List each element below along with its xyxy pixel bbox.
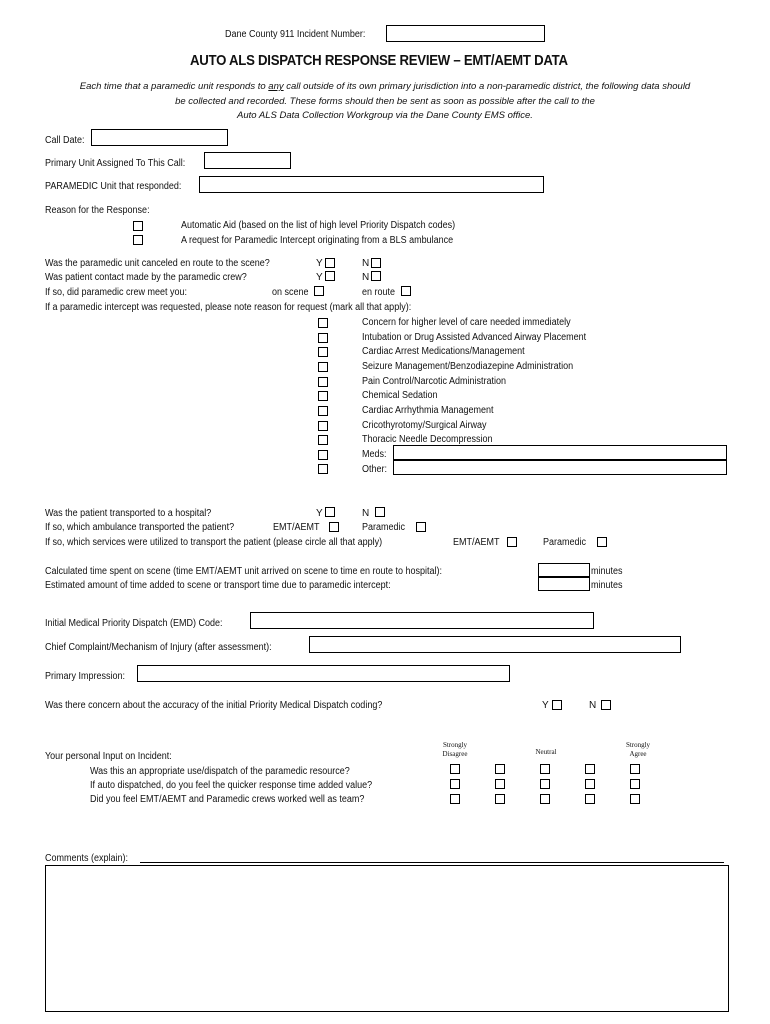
comments-label: Comments (explain): (45, 853, 129, 864)
services-emt-label: EMT/AEMT (453, 537, 500, 548)
primary-unit-field[interactable] (204, 152, 291, 169)
call-date-field[interactable] (91, 129, 228, 146)
scale-neutral: Neutral (535, 748, 557, 756)
reason-checkbox[interactable] (318, 333, 328, 343)
reason-checkbox[interactable] (318, 421, 328, 431)
intercept-reasons-label: If a paramedic intercept was requested, please note reason for request (mark all that apply): (45, 302, 412, 313)
reason-checkbox[interactable] (318, 347, 328, 357)
concern-no-label: N (589, 700, 597, 711)
reason-checkbox[interactable] (318, 377, 328, 387)
services-paramedic-label: Paramedic (543, 537, 587, 548)
on-scene-checkbox[interactable] (314, 286, 324, 296)
services-emt-checkbox[interactable] (507, 537, 517, 547)
canceled-yes-checkbox[interactable] (325, 258, 335, 268)
comments-textarea[interactable] (45, 865, 729, 1012)
meds-checkbox[interactable] (318, 450, 328, 460)
chief-complaint-field[interactable] (309, 636, 681, 653)
scene-time-question: Calculated time spent on scene (time EMT/AEMT unit arrived on scene to time en route to hospital): (45, 566, 443, 577)
reason-checkbox[interactable] (318, 391, 328, 401)
en-route-checkbox[interactable] (401, 286, 411, 296)
concern-yes-label: Y (542, 700, 549, 711)
reason-item: Seizure Management/Benzodiazepine Administration (362, 361, 574, 372)
intercept-request-checkbox[interactable] (133, 235, 143, 245)
reason-item: Pain Control/Narcotic Administration (362, 376, 507, 387)
other-label: Other: (362, 464, 388, 475)
intro-line-2: be collected and recorded. These forms should then be sent as soon as possible after the call to the (175, 96, 595, 107)
scene-time-field[interactable] (538, 563, 590, 577)
transported-yes-label: Y (316, 508, 323, 519)
intro-line-3: Auto ALS Data Collection Workgroup via the Dane County EMS office. (237, 110, 533, 121)
scale-strongly-disagree: Strongly Disagree (442, 741, 468, 758)
ambulance-paramedic-label: Paramedic (362, 522, 406, 533)
form-title: AUTO ALS DISPATCH RESPONSE REVIEW – EMT/AEMT DATA (190, 52, 568, 69)
automatic-aid-checkbox[interactable] (133, 221, 143, 231)
added-time-field[interactable] (538, 577, 590, 591)
contact-no-label: N (362, 272, 370, 283)
dispatch-concern-question: Was there concern about the accuracy of the initial Priority Medical Dispatch coding? (45, 700, 383, 711)
comments-underline (140, 862, 724, 863)
meet-question: If so, did paramedic crew meet you: (45, 287, 188, 298)
ambulance-emt-label: EMT/AEMT (273, 522, 320, 533)
concern-yes-checkbox[interactable] (552, 700, 562, 710)
en-route-label: en route (362, 287, 396, 298)
automatic-aid-label: Automatic Aid (based on the list of high level Priority Dispatch codes) (181, 220, 456, 231)
contact-yes-label: Y (316, 272, 323, 283)
likert-checkbox[interactable] (495, 779, 505, 789)
reason-checkbox[interactable] (318, 406, 328, 416)
personal-question: If auto dispatched, do you feel the quicker response time added value? (90, 780, 373, 791)
scale-strongly-agree: Strongly Agree (625, 741, 651, 758)
personal-question: Was this an appropriate use/dispatch of the paramedic resource? (90, 766, 350, 777)
contact-no-checkbox[interactable] (371, 271, 381, 281)
added-time-unit: minutes (591, 580, 623, 591)
on-scene-label: on scene (272, 287, 309, 298)
transported-no-checkbox[interactable] (375, 507, 385, 517)
reason-item: Cardiac Arrest Medications/Management (362, 346, 525, 357)
other-field[interactable] (393, 460, 727, 475)
reason-item: Concern for higher level of care needed immediately (362, 317, 571, 328)
likert-checkbox[interactable] (630, 794, 640, 804)
likert-checkbox[interactable] (630, 779, 640, 789)
likert-checkbox[interactable] (630, 764, 640, 774)
reason-checkbox[interactable] (318, 435, 328, 445)
reason-item: Cardiac Arrhythmia Management (362, 405, 494, 416)
scene-time-unit: minutes (591, 566, 623, 577)
other-checkbox[interactable] (318, 464, 328, 474)
reason-item: Chemical Sedation (362, 390, 438, 401)
concern-no-checkbox[interactable] (601, 700, 611, 710)
chief-complaint-label: Chief Complaint/Mechanism of Injury (after assessment): (45, 642, 272, 653)
reason-item: Intubation or Drug Assisted Advanced Airway Placement (362, 332, 587, 343)
paramedic-unit-field[interactable] (199, 176, 544, 193)
reason-checkbox[interactable] (318, 318, 328, 328)
paramedic-unit-label: PARAMEDIC Unit that responded: (45, 181, 182, 192)
services-question: If so, which services were utilized to transport the patient (please circle all that apply) (45, 537, 383, 548)
call-date-label: Call Date: (45, 135, 85, 146)
incident-number-label: Dane County 911 Incident Number: (225, 29, 366, 40)
emd-code-field[interactable] (250, 612, 594, 629)
likert-checkbox[interactable] (450, 764, 460, 774)
contact-yes-checkbox[interactable] (325, 271, 335, 281)
transported-question: Was the patient transported to a hospital? (45, 508, 212, 519)
reason-item: Thoracic Needle Decompression (362, 434, 493, 445)
primary-impression-field[interactable] (137, 665, 510, 682)
intro-line-1: Each time that a paramedic unit responds to any call outside of its own primary jurisdiction into a non-paramedic district, the following data should (79, 81, 691, 92)
likert-checkbox[interactable] (585, 794, 595, 804)
likert-checkbox[interactable] (495, 764, 505, 774)
contact-question: Was patient contact made by the paramedic crew? (45, 272, 247, 283)
canceled-no-checkbox[interactable] (371, 258, 381, 268)
transported-yes-checkbox[interactable] (325, 507, 335, 517)
ambulance-paramedic-checkbox[interactable] (416, 522, 426, 532)
canceled-question: Was the paramedic unit canceled en route to the scene? (45, 258, 270, 269)
transported-no-label: N (362, 508, 370, 519)
which-ambulance-question: If so, which ambulance transported the patient? (45, 522, 235, 533)
reason-item: Cricothyrotomy/Surgical Airway (362, 420, 487, 431)
reason-checkbox[interactable] (318, 362, 328, 372)
likert-checkbox[interactable] (495, 794, 505, 804)
canceled-yes-label: Y (316, 258, 323, 269)
likert-checkbox[interactable] (450, 779, 460, 789)
canceled-no-label: N (362, 258, 370, 269)
emd-code-label: Initial Medical Priority Dispatch (EMD) Code: (45, 618, 223, 629)
personal-question: Did you feel EMT/AEMT and Paramedic crews worked well as team? (90, 794, 365, 805)
likert-checkbox[interactable] (585, 779, 595, 789)
ambulance-emt-checkbox[interactable] (329, 522, 339, 532)
likert-checkbox[interactable] (450, 794, 460, 804)
primary-impression-label: Primary Impression: (45, 671, 126, 682)
reason-label: Reason for the Response: (45, 205, 150, 216)
incident-number-field[interactable] (386, 25, 545, 42)
likert-checkbox[interactable] (585, 764, 595, 774)
likert-checkbox[interactable] (540, 764, 550, 774)
services-paramedic-checkbox[interactable] (597, 537, 607, 547)
intercept-request-label: A request for Paramedic Intercept originating from a BLS ambulance (181, 235, 454, 246)
primary-unit-label: Primary Unit Assigned To This Call: (45, 158, 186, 169)
likert-checkbox[interactable] (540, 794, 550, 804)
added-time-question: Estimated amount of time added to scene or transport time due to paramedic intercept: (45, 580, 391, 591)
personal-input-label: Your personal Input on Incident: (45, 751, 172, 762)
meds-field[interactable] (393, 445, 727, 460)
meds-label: Meds: (362, 449, 387, 460)
likert-checkbox[interactable] (540, 779, 550, 789)
